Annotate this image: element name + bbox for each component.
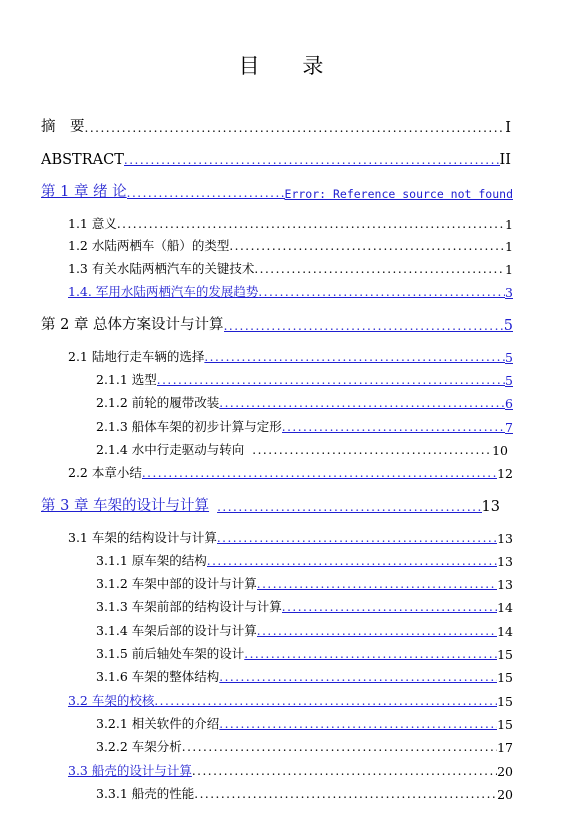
toc-entry-page: 5 — [503, 318, 513, 334]
toc-entry-page: 17 — [497, 740, 513, 755]
toc-entry-3-1[interactable] — [68, 529, 513, 546]
toc-entry-3-2[interactable] — [68, 692, 513, 709]
toc-entry-1-1[interactable] — [68, 215, 513, 232]
toc-entry-label: 3.1.1 原车架的结构 — [96, 553, 207, 568]
toc-entry-page: 10 — [492, 443, 508, 458]
toc-entry-label: 2.1.3 船体车架的初步计算与定形 — [96, 419, 282, 434]
toc-entry-2-1-2[interactable] — [96, 394, 513, 411]
toc-entry-3-3-1[interactable] — [96, 785, 513, 802]
toc-entry-label: 3.1.5 前后轴处车架的设计 — [96, 646, 245, 661]
toc-leader-dots — [219, 718, 497, 732]
toc-entry-2-1-4[interactable] — [96, 441, 508, 458]
toc-entry-label: 3.1 车架的结构设计与计算 — [68, 530, 217, 545]
toc-entry-abstract-cn[interactable] — [41, 116, 511, 136]
toc-entry-label: 3.2 车架的校核 — [68, 693, 155, 708]
toc-entry-page: II — [499, 152, 511, 168]
toc-leader-dots — [157, 374, 505, 388]
toc-entry-page: 13 — [497, 531, 513, 546]
toc-entry-page: 3 — [505, 285, 513, 300]
toc-entry-page: I — [505, 120, 511, 136]
toc-leader-dots — [207, 555, 497, 569]
toc-leader-dots — [219, 397, 505, 411]
toc-entry-2-2[interactable] — [68, 464, 513, 481]
toc-entry-page: 15 — [497, 694, 513, 709]
toc-entry-1-4[interactable] — [68, 283, 513, 300]
toc-entry-chapter-1[interactable] — [41, 181, 513, 201]
toc-entry-label: 2.1.1 选型 — [96, 372, 157, 387]
toc-leader-dots — [127, 187, 285, 201]
toc-entry-3-1-2[interactable] — [96, 575, 513, 592]
toc-leader-dots — [142, 467, 497, 481]
toc-entry-2-1-1[interactable] — [96, 371, 513, 388]
toc-entry-page: 13 — [481, 499, 500, 515]
toc-entry-3-3[interactable] — [68, 762, 513, 779]
toc-leader-dots — [182, 741, 497, 755]
toc-entry-3-2-1[interactable] — [96, 715, 513, 732]
toc-entry-chapter-3[interactable] — [41, 495, 500, 515]
toc-entry-3-1-6[interactable] — [96, 668, 513, 685]
toc-leader-dots — [258, 286, 505, 300]
toc-entry-page-error: Error: Reference source not found — [284, 187, 513, 201]
toc-entry-label: 1.1 意义 — [68, 216, 117, 231]
toc-entry-page: 15 — [497, 717, 513, 732]
toc-entry-page: 1 — [505, 217, 513, 232]
toc-entry-label: 2.2 本章小结 — [68, 465, 142, 480]
toc-entry-label: 3.1.6 车架的整体结构 — [96, 669, 220, 684]
toc-entry-label: ABSTRACT — [41, 152, 124, 168]
toc-entry-label: 第 2 章 总体方案设计与计算 — [41, 317, 224, 333]
toc-entry-page: 13 — [497, 554, 513, 569]
toc-leader-dots — [217, 501, 481, 515]
toc-leader-dots — [252, 444, 492, 458]
toc-leader-dots — [154, 695, 497, 709]
toc-leader-dots — [194, 788, 497, 802]
toc-leader-dots — [257, 578, 497, 592]
toc-entry-1-2[interactable] — [68, 237, 513, 254]
toc-entry-label: 1.2 水陆两栖车（船）的类型 — [68, 238, 230, 253]
toc-entry-3-2-2[interactable] — [96, 738, 513, 755]
toc-entry-label: 3.3.1 船壳的性能 — [96, 786, 195, 801]
toc-leader-dots — [254, 263, 505, 277]
toc-entry-page: 20 — [497, 787, 513, 802]
toc-entry-3-1-4[interactable] — [96, 622, 513, 639]
toc-entry-label: 3.2.1 相关软件的介绍 — [96, 716, 220, 731]
toc-entry-label: 3.1.4 车架后部的设计与计算 — [96, 623, 257, 638]
toc-entry-label: 1.3 有关水陆两栖汽车的关键技术 — [68, 261, 255, 276]
toc-entry-abstract-en[interactable] — [41, 148, 511, 168]
toc-entry-label: 1.4. 军用水陆两栖汽车的发展趋势 — [68, 284, 259, 299]
toc-leader-dots — [224, 320, 504, 334]
toc-leader-dots — [124, 154, 500, 168]
toc-leader-dots — [229, 240, 505, 254]
toc-entry-label: 摘 要 — [41, 119, 85, 135]
toc-entry-2-1-3[interactable] — [96, 418, 513, 435]
toc-entry-page: 14 — [497, 600, 513, 615]
toc-entry-label: 3.3 船壳的设计与计算 — [68, 763, 192, 778]
toc-leader-dots — [257, 625, 497, 639]
toc-leader-dots — [85, 122, 506, 136]
toc-title: 目 录 — [238, 54, 342, 78]
toc-entry-page: 6 — [505, 396, 513, 411]
toc-leader-dots — [204, 351, 505, 365]
toc-entry-page: 1 — [505, 262, 513, 277]
toc-entry-page: 20 — [497, 764, 513, 779]
toc-entry-page: 15 — [497, 670, 513, 685]
toc-entry-label: 2.1 陆地行走车辆的选择 — [68, 349, 205, 364]
toc-entry-chapter-2[interactable] — [41, 314, 513, 334]
toc-leader-dots — [282, 601, 497, 615]
toc-entry-label: 2.1.2 前轮的履带改装 — [96, 395, 220, 410]
toc-entry-2-1[interactable] — [68, 348, 513, 365]
toc-entry-3-1-5[interactable] — [96, 645, 513, 662]
toc-leader-dots — [117, 218, 505, 232]
toc-entry-page: 7 — [505, 420, 513, 435]
toc-leader-dots — [192, 765, 497, 779]
toc-entry-label: 第 1 章 绪 论 — [41, 184, 127, 200]
toc-entry-page: 13 — [497, 577, 513, 592]
toc-entry-3-1-3[interactable] — [96, 598, 513, 615]
toc-entry-page: 14 — [497, 624, 513, 639]
toc-entry-label: 3.1.2 车架中部的设计与计算 — [96, 576, 257, 591]
toc-leader-dots — [282, 421, 505, 435]
toc-entry-label: 3.2.2 车架分析 — [96, 739, 182, 754]
toc-entry-page: 5 — [505, 373, 513, 388]
toc-leader-dots — [244, 648, 497, 662]
toc-leader-dots — [219, 671, 497, 685]
toc-entry-3-1-1[interactable] — [96, 552, 513, 569]
toc-entry-page: 1 — [505, 239, 513, 254]
toc-entry-label: 3.1.3 车架前部的结构设计与计算 — [96, 599, 282, 614]
toc-leader-dots — [217, 532, 497, 546]
toc-entry-page: 15 — [497, 647, 513, 662]
toc-entry-1-3[interactable] — [68, 260, 513, 277]
toc-entry-page: 12 — [497, 466, 513, 481]
toc-entry-label: 第 3 章 车架的设计与计算 — [41, 498, 210, 514]
toc-entry-page: 5 — [505, 350, 513, 365]
toc-entry-label: 2.1.4 水中行走驱动与转向 — [96, 442, 245, 457]
